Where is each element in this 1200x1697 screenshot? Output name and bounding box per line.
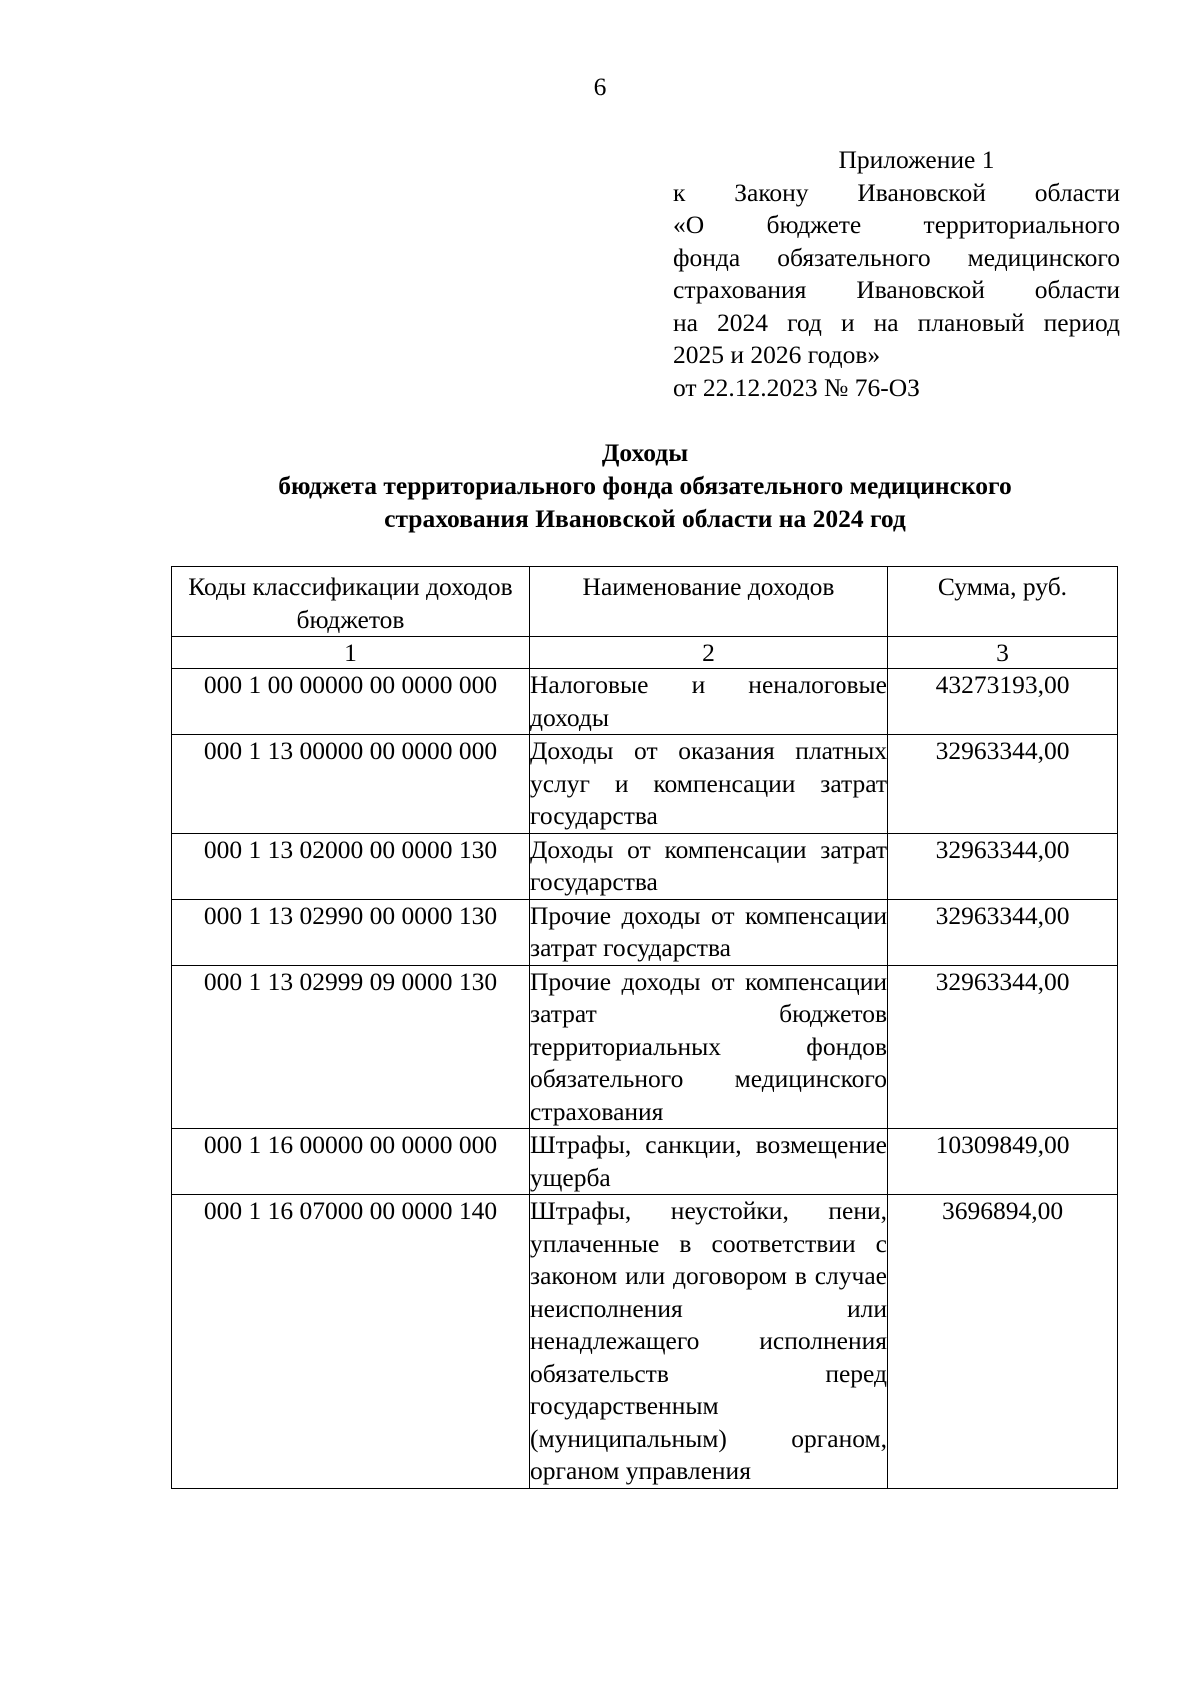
- row-code: 000 1 16 07000 00 0000 140: [172, 1195, 530, 1489]
- income-table: [171, 566, 1118, 1489]
- appendix-block: [673, 144, 1120, 404]
- table-row: [172, 833, 1118, 899]
- row-sum: 3696894,00: [888, 1195, 1118, 1489]
- row-name: Штрафы, неустойки, пени, уплаченные в соответствии с законом или договором в случае неисполнения или ненадлежащего исполнения обязательств перед государственным (муниципальным) органом, органом управления: [530, 1195, 888, 1489]
- appendix-line: фонда обязательного медицинского: [673, 242, 1120, 272]
- appendix-line: к Закону Ивановской области: [673, 177, 1120, 207]
- appendix-line: на 2024 год и на плановый период: [673, 307, 1120, 337]
- appendix-law-reference: от 22.12.2023 № 76-ОЗ: [673, 372, 920, 402]
- row-name: Прочие доходы от компенсации затрат государства: [530, 899, 888, 965]
- header-codes: Коды классификации доходов бюджетов: [172, 567, 530, 637]
- row-name: Налоговые и неналоговые доходы: [530, 669, 888, 735]
- document-title: [0, 436, 1200, 535]
- row-code: 000 1 13 02000 00 0000 130: [172, 833, 530, 899]
- row-name: Доходы от оказания платных услуг и компенсации затрат государства: [530, 735, 888, 834]
- column-number: 3: [888, 637, 1118, 669]
- appendix-line: страхования Ивановской области: [673, 275, 1120, 304]
- appendix-line: «О бюджете территориального: [673, 210, 1120, 239]
- table-row: [172, 735, 1118, 834]
- row-code: 000 1 13 00000 00 0000 000: [172, 735, 530, 834]
- page-number: 6: [593, 72, 607, 101]
- header-names: Наименование доходов: [530, 567, 888, 637]
- appendix-line: 2025 и 2026 годов»: [673, 340, 881, 369]
- row-sum: 32963344,00: [888, 735, 1118, 834]
- row-sum: 32963344,00: [888, 899, 1118, 965]
- column-number-row: [172, 637, 1118, 669]
- row-code: 000 1 13 02999 09 0000 130: [172, 965, 530, 1129]
- table-row: [172, 1129, 1118, 1195]
- table-header-row: [172, 567, 1118, 637]
- row-name: Прочие доходы от компенсации затрат бюджетов территориальных фондов обязательного медицинского страхования: [530, 965, 888, 1129]
- appendix-title: Приложение 1: [838, 145, 995, 174]
- row-code: 000 1 00 00000 00 0000 000: [172, 669, 530, 735]
- row-code: 000 1 13 02990 00 0000 130: [172, 899, 530, 965]
- column-number: 2: [530, 637, 888, 669]
- row-name: Доходы от компенсации затрат государства: [530, 833, 888, 899]
- title-line: страхования Ивановской области на 2024 год: [384, 504, 906, 533]
- table-row: [172, 669, 1118, 735]
- row-sum: 43273193,00: [888, 669, 1118, 735]
- table-row: [172, 899, 1118, 965]
- row-sum: 32963344,00: [888, 833, 1118, 899]
- column-number: 1: [172, 637, 530, 669]
- table-row: [172, 1195, 1118, 1489]
- row-sum: 32963344,00: [888, 965, 1118, 1129]
- title-line: бюджета территориального фонда обязательного медицинского: [278, 471, 1012, 500]
- table-row: [172, 965, 1118, 1129]
- title-line: Доходы: [601, 438, 689, 467]
- header-sum: Сумма, руб.: [888, 567, 1118, 637]
- row-name: Штрафы, санкции, возмещение ущерба: [530, 1129, 888, 1195]
- row-sum: 10309849,00: [888, 1129, 1118, 1195]
- row-code: 000 1 16 00000 00 0000 000: [172, 1129, 530, 1195]
